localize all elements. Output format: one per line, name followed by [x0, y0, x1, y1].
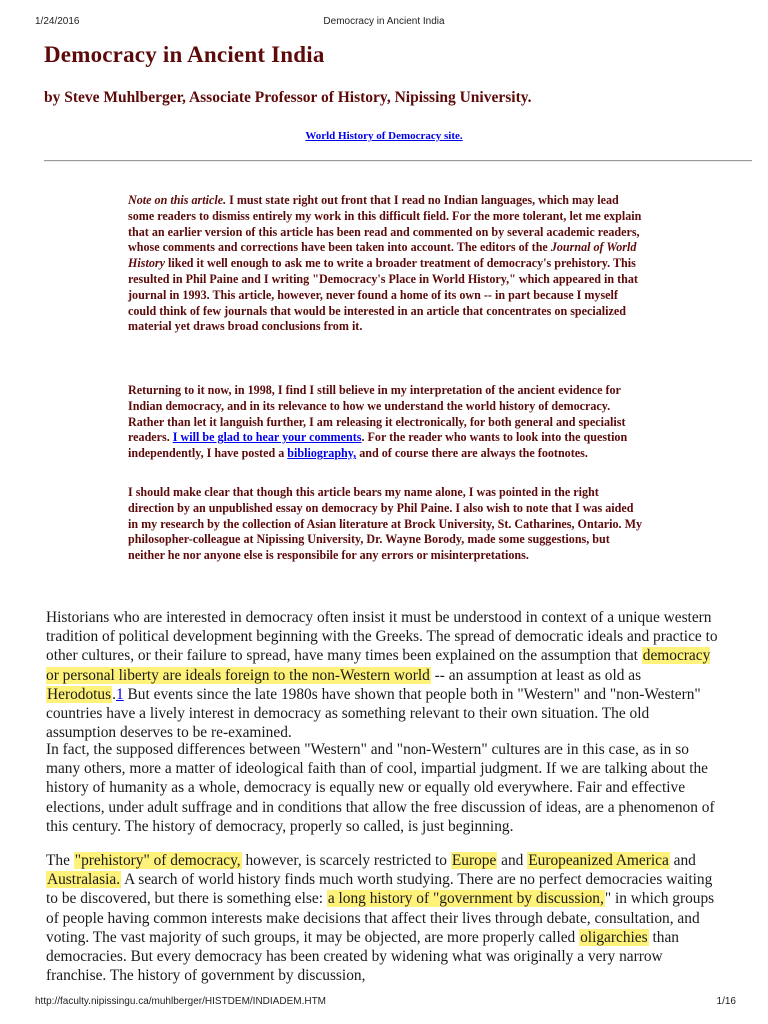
note-paragraph-3: I should make clear that though this article bears my name alone, I was pointed in the right direction by an unpublished essay on democracy by Phil Paine. I also wish to note that I was aided in my research by the collection of Asian literature at Brock University, St. Catharines, Ontario. My philosopher-colleague at Nipissing University, Dr. Wayne Borody, made some suggestions, but neither he nor anyone else is responsibile for any errors or misinterpretations. [128, 485, 643, 563]
body-text: and [497, 852, 528, 869]
byline: by Steve Muhlberger, Associate Professor of History, Nipissing University. [44, 89, 532, 106]
body-text: Historians who are interested in democracy often insist it must be understood in context of a unique western tradition of political development beginning with the Greeks. The spread of democratic ideals and practice to other cultures, or their failure to spread, have many times been explained on the assumption that [46, 609, 718, 665]
note-text: Returning to it now, in 1998, I find I still believe in my interpretation of the ancient evidence for Indian democracy, and in its relevance to how we understand the world history of democracy. Rather than let it languish further, I am releasing it electronically, for both general and specialist readers. [128, 383, 626, 445]
body-paragraph-3 [46, 851, 721, 985]
bibliography-link[interactable]: bibliography, [287, 446, 357, 461]
highlight: Herodotus [47, 685, 112, 703]
body-text: than democracies. But every democracy has been created by widening what was originally a very narrow franchise. The history of government by discussion, [46, 928, 679, 985]
world-history-democracy-link[interactable]: World History of Democracy site. [305, 130, 463, 142]
print-page-number: 1/16 [716, 996, 736, 1007]
highlight: democracy or personal liberty are ideals foreign to the non-Western world [46, 647, 711, 684]
body-paragraph-1: Historians who are interested in democracy often insist it must be understood in context of a unique western tradition of political development beginning with the Greeks. The spread of democratic ideals and practice to other cultures, or their failure to spread, have many times been explained on the assumption that democracy or personal liberty are ideals foreign to the non-Western world -- an assumption at least as old as Herodotus.1 But events since the late 1980s have shown that people both in "Western" and "non-Western" countries have a lively interest in democracy as something relevant to their own situation. The old assumption deserves to be re-examined. [46, 609, 718, 742]
body-text: But events since the late 1980s have shown that people both in "Western" and "non-Western" countries have a lively interest in democracy as something relevant to their own situation. The old assumption deserves to be re-examined. [46, 685, 701, 742]
site-link-container [0, 130, 768, 142]
note-label: Note on this article. [128, 193, 227, 207]
note-text: and of course there are always the footnotes. [356, 446, 588, 461]
body-text: and [669, 852, 696, 869]
body-text: The [46, 852, 74, 869]
highlight: Europe [451, 852, 497, 869]
body-text: A search of world history finds much worth studying. There are no perfect democracies waiting to be discovered, but there is something else: [46, 871, 713, 908]
body-paragraph-2: In fact, the supposed differences between "Western" and "non-Western" cultures are in this case, as in so many others, more a matter of ideological faith than of cool, impartial judgment. If we are talking about the history of humanity as a whole, democracy is equally new or equally old everywhere. Fair and effective elections, under adult suffrage and in conditions that allow the free discussion of ideas, are a phenomenon of this century. The history of democracy, properly so called, is just beginning. [46, 741, 715, 835]
body-text: however, is scarcely restricted to [241, 852, 451, 869]
journal-title: Journal of World History [128, 240, 637, 271]
print-date: 1/24/2016 [35, 16, 80, 27]
body-text: -- an assumption at least as old as [430, 666, 642, 684]
highlight: oligarchies [580, 928, 648, 946]
highlight: a long history of "government by discussion, [327, 890, 604, 908]
note-text: . For the reader who wants to look into the question independently, I have posted a [128, 430, 628, 461]
footnote-link[interactable]: 1 [115, 685, 124, 703]
note-paragraph-2 [128, 383, 644, 462]
print-footer-url: http://faculty.nipissingu.ca/muhlberger/HISTDEM/INDIADEM.HTM [35, 996, 327, 1007]
highlight: Europeanized America [528, 852, 669, 869]
highlight: "prehistory" of democracy, [74, 852, 241, 869]
highlight: Australasia. [47, 871, 121, 889]
note-text: I must state right out front that I read no Indian languages, which may lead some readers to dismiss entirely my work in this difficult field. For the more tolerant, let me explain that an earlier version of this article has been read and commented on by several academic readers, whose comments and corrections have been taken into account. The editors of the [128, 193, 642, 255]
body-text: " in which groups of people having common interests make decisions that affect their lives through debate, consultation, and voting. The vast majority of such groups, it may be objected, are more properly called [46, 890, 715, 946]
comments-link[interactable]: I will be glad to hear your comments [172, 430, 362, 445]
divider [44, 160, 752, 162]
print-header-title: Democracy in Ancient India [323, 16, 445, 27]
note-paragraph-1 [128, 193, 644, 335]
page-title: Democracy in Ancient India [44, 42, 325, 67]
note-text: liked it well enough to ask me to write a broader treatment of democracy's prehistory. This resulted in Phil Paine and I writing "Democracy's Place in World History," which appeared in that journal in 1993. This article, however, never found a home of its own -- in part because I myself could think of few journals that would be interested in an article that concentrates on specialized material yet draws broad conclusions from it. [128, 256, 638, 334]
